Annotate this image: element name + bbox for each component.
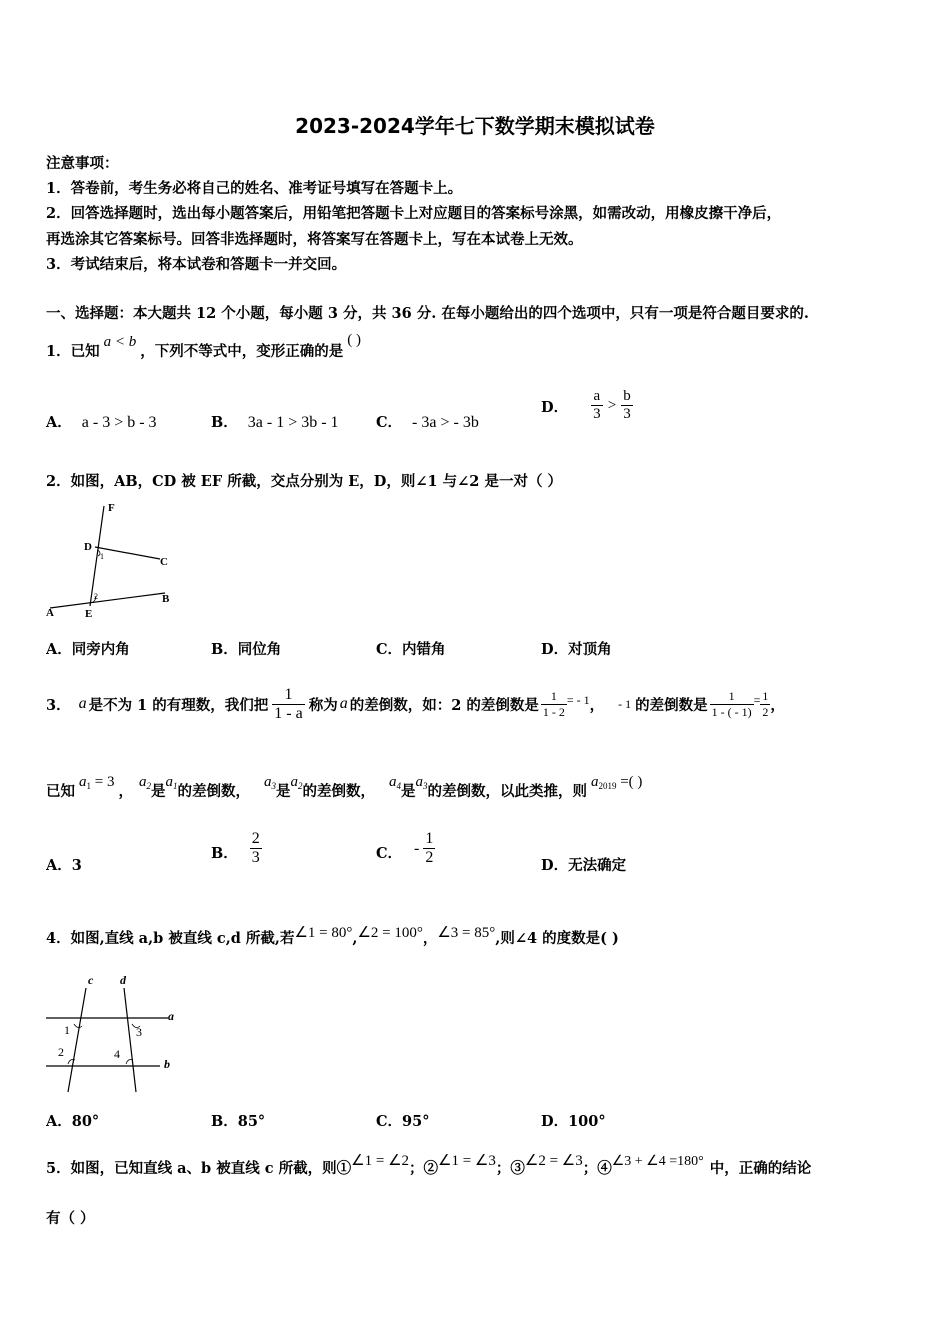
- q3-ex1-eq: = - 1: [566, 692, 590, 707]
- q4-angle-3: ∠3 = 85°: [437, 925, 496, 941]
- q4-line-c: [68, 988, 86, 1092]
- q3-option-b-frac: [250, 830, 262, 867]
- q1-option-c-label: C．: [376, 414, 403, 431]
- q3-a2019-var: a: [590, 773, 599, 790]
- q1-option-d-gt: >: [607, 397, 617, 414]
- q3-frac-ex1: [541, 689, 567, 720]
- q1-option-d-label: D．: [541, 398, 569, 416]
- q1-option-d-frac-2: [621, 388, 633, 423]
- q3-a2-var: a: [138, 773, 147, 790]
- q3-is-1: 是: [150, 782, 166, 800]
- section-heading: 一、选择题：本大题共 12 个小题，每小题 3 分，共 36 分. 在每小题给出的四个选项中，只有一项是符合题目要求的.: [46, 305, 809, 322]
- q1-prefix: 1．已知: [46, 343, 100, 360]
- q3-a4-var: a: [388, 773, 397, 790]
- q3-text-1: 是不为 1 的有理数，我们把: [88, 696, 269, 714]
- q3-option-c-neg: -: [414, 839, 420, 857]
- q5-relation-3: ∠2 = ∠3: [524, 1153, 583, 1169]
- q2-figure: [40, 498, 190, 620]
- q3-text-3: 的差倒数，如：2 的差倒数是: [349, 696, 539, 714]
- q2-label-c: C: [160, 556, 168, 568]
- q2-line-ab: [50, 593, 165, 608]
- q3-comma-2: ，: [770, 696, 785, 714]
- q3-frac-ex2: [710, 689, 754, 720]
- q3-a2019: [591, 774, 642, 791]
- q4-option-c[interactable]: C．95°: [376, 1113, 430, 1130]
- q5-line-2: 有（ ）: [46, 1210, 95, 1227]
- q3-option-c[interactable]: [376, 830, 435, 867]
- q5-relation-2: ∠1 = ∠3: [438, 1153, 496, 1169]
- q3-a4-sub: 4: [396, 780, 401, 791]
- q2-line-dc: [95, 547, 160, 559]
- q4-comma-1: ,: [352, 930, 358, 947]
- q3-a3-sub: 3: [271, 780, 276, 791]
- q4-angle-1-arc: [74, 1024, 82, 1028]
- q3-diff-2: 的差倒数，: [302, 782, 375, 800]
- q3-a2: [139, 774, 151, 791]
- q2-label-e: E: [85, 608, 93, 620]
- q1-option-d-num-1: a: [593, 388, 601, 404]
- q3-frac-ex2-den: 1 - ( - 1): [711, 704, 752, 719]
- q2-option-c[interactable]: C．内错角: [376, 641, 446, 658]
- q1-option-b-label: B．: [211, 414, 238, 431]
- q1-option-d-num-2: b: [623, 388, 631, 404]
- q2-label-a: A: [46, 607, 54, 619]
- q3-a2-b-sub: 2: [297, 780, 303, 791]
- q4-label-b: b: [164, 1057, 170, 1071]
- q1-option-d-den-1: 3: [593, 406, 601, 422]
- q3-a1-value: = 3: [94, 773, 115, 790]
- q4-line-d: [124, 988, 136, 1092]
- q3-frac-ex1-den: 1 - 2: [542, 704, 565, 719]
- q5-relation-1: ∠1 = ∠2: [351, 1153, 410, 1169]
- q3-a3: [264, 774, 276, 791]
- q5-text-post: 中，正确的结论: [709, 1160, 812, 1177]
- q4-angle-2: ∠2 = 100°: [357, 925, 423, 941]
- q1-paren: ( ): [347, 332, 361, 348]
- notice-item-2-cont: 再选涂其它答案标号。回答非选择题时，将答案写在答题卡上，写在本试卷上无效。: [46, 231, 583, 248]
- q3-a3-b-sub: 3: [422, 780, 428, 791]
- question-1: [46, 332, 361, 361]
- q4-label-c: c: [88, 973, 94, 987]
- q3-diff-3: 的差倒数，以此类推，则: [427, 782, 587, 800]
- q4-option-a[interactable]: A．80°: [46, 1113, 100, 1130]
- q2-label-b: B: [162, 593, 170, 605]
- q3-comma-3: ，: [118, 782, 133, 800]
- q3-option-b-num: 2: [251, 830, 260, 847]
- q3-number: 3．: [46, 696, 71, 714]
- q2-label-f: F: [108, 502, 115, 514]
- q1-option-a-label: A．: [46, 414, 72, 431]
- q3-a1: a: [79, 773, 87, 790]
- q1-option-c[interactable]: [376, 411, 479, 432]
- q3-diff-1: 的差倒数，: [177, 782, 250, 800]
- q2-label-d: D: [84, 541, 92, 553]
- question-5: [46, 1153, 812, 1178]
- q5-text-pre: 5．如图，已知直线 a、b 被直线 c 所截，则①: [46, 1160, 352, 1177]
- q1-option-b-text: 3a - 1 > 3b - 1: [247, 414, 339, 431]
- q1-option-d-frac-1: [591, 388, 603, 423]
- q3-a1-eq: [79, 774, 114, 791]
- q4-label-d: d: [120, 973, 126, 987]
- notice-item-1: 1．答卷前，考生务必将自己的姓名、准考证号填写在答题卡上。: [46, 180, 463, 197]
- q3-a2-b: [290, 774, 302, 791]
- q3-is-3: 是: [400, 782, 416, 800]
- question-3-line-2: [46, 770, 642, 810]
- q3-neg-one: - 1: [618, 696, 632, 711]
- q3-a2-b-var: a: [290, 773, 298, 790]
- q3-a3-b: [415, 774, 427, 791]
- q3-option-c-label: C．: [376, 845, 403, 862]
- q2-option-a[interactable]: A．同旁内角: [46, 641, 130, 658]
- q4-text-pre: 4．如图,直线 a,b 被直线 c,d 所截,若: [46, 930, 295, 947]
- q4-angle-1: ∠1 = 80°: [294, 925, 353, 941]
- q3-is-2: 是: [275, 782, 291, 800]
- q3-frac-def: [272, 686, 304, 723]
- q1-text: ，下列不等式中，变形正确的是: [140, 343, 344, 360]
- q3-text-4: 的差倒数是: [635, 696, 708, 714]
- q1-option-b[interactable]: [211, 411, 339, 432]
- q3-var-a-2: a: [339, 695, 348, 712]
- q4-option-b[interactable]: B．85°: [211, 1113, 266, 1130]
- q4-label-4: 4: [114, 1047, 120, 1061]
- q3-ex2-eq: =: [753, 692, 761, 707]
- q1-option-a-text: a - 3 > b - 3: [81, 414, 157, 431]
- q3-frac-ex1-num: 1: [550, 688, 557, 703]
- q3-a1-b-sub: 1: [172, 780, 178, 791]
- q5-sep-1: ；②: [409, 1160, 439, 1177]
- q2-option-b[interactable]: B．同位角: [211, 641, 282, 658]
- notice-heading: 注意事项：: [46, 155, 119, 172]
- q3-frac-ex2-result: [760, 689, 770, 720]
- q3-known: 已知: [46, 782, 75, 800]
- q3-frac-def-den: 1 - a: [274, 704, 303, 722]
- q4-label-1: 1: [64, 1023, 70, 1037]
- q1-option-d-den-2: 3: [623, 406, 631, 422]
- q3-a1-b-var: a: [165, 773, 173, 790]
- question-2: 2．如图，AB，CD 被 EF 所截，交点分别为 E，D，则∠1 与∠2 是一对（ ）: [46, 473, 562, 490]
- q3-a1-sub: 1: [86, 780, 91, 791]
- q3-a2-sub: 2: [146, 780, 151, 791]
- q1-condition: a < b: [103, 334, 137, 350]
- q1-option-a[interactable]: [46, 411, 157, 432]
- notice-item-3: 3．考试结束后，将本试卷和答题卡一并交回。: [46, 256, 347, 273]
- q4-option-d[interactable]: D．100°: [541, 1113, 606, 1130]
- question-4: [46, 927, 619, 948]
- q1-option-c-text: - 3a > - 3b: [412, 414, 479, 431]
- q3-option-b-label: B．: [211, 845, 238, 862]
- page-title: 2023-2024学年七下数学期末模拟试卷: [295, 114, 655, 138]
- q3-option-d[interactable]: D．无法确定: [541, 857, 627, 874]
- q5-sep-2: ；③: [495, 1160, 525, 1177]
- q3-option-b[interactable]: [211, 830, 262, 867]
- q3-a3-var: a: [263, 773, 272, 790]
- q3-frac-def-num: 1: [284, 685, 293, 703]
- q3-a1-b: [165, 774, 177, 791]
- q3-comma-1: ，: [589, 696, 605, 714]
- q3-option-c-num: 1: [425, 830, 434, 847]
- q3-frac-ex2-result-num: 1: [762, 688, 769, 703]
- q3-a3-b-var: a: [415, 773, 423, 790]
- q3-a4: [389, 774, 401, 791]
- q3-text-2: 称为: [308, 696, 338, 714]
- q3-a2019-sub: 2019: [598, 780, 617, 791]
- q3-frac-ex2-num: 1: [728, 688, 735, 703]
- notice-item-2: 2．回答选择题时，选出每小题答案后，用铅笔把答题卡上对应题目的答案标号涂黑，如需改动，用橡皮擦干净后，: [46, 205, 782, 222]
- q4-text-post: ,则∠4 的度数是( ): [495, 930, 619, 947]
- q3-var-a: a: [78, 695, 87, 712]
- q5-relation-4: ∠3 + ∠4 =180°: [611, 1154, 704, 1169]
- q5-sep-3: ；④: [582, 1160, 612, 1177]
- q4-label-2: 2: [58, 1045, 64, 1059]
- q4-figure: [40, 970, 190, 1098]
- q3-option-c-den: 2: [425, 849, 434, 866]
- q2-option-d[interactable]: D．对顶角: [541, 641, 612, 658]
- q2-label-1: 1: [100, 552, 104, 561]
- question-3-line-1: [46, 676, 785, 732]
- q1-option-d[interactable]: [541, 388, 633, 423]
- q3-option-c-frac: [423, 830, 435, 867]
- q3-option-a[interactable]: A．3: [46, 857, 82, 874]
- q2-label-2: 2: [94, 592, 98, 601]
- q4-label-a: a: [168, 1009, 174, 1023]
- q3-option-b-den: 3: [251, 849, 260, 866]
- q4-label-3: 3: [136, 1025, 142, 1039]
- q3-a2019-eq: =( ): [620, 773, 643, 790]
- q4-comma-2: ，: [422, 930, 438, 947]
- q3-frac-ex2-result-den: 2: [762, 704, 769, 719]
